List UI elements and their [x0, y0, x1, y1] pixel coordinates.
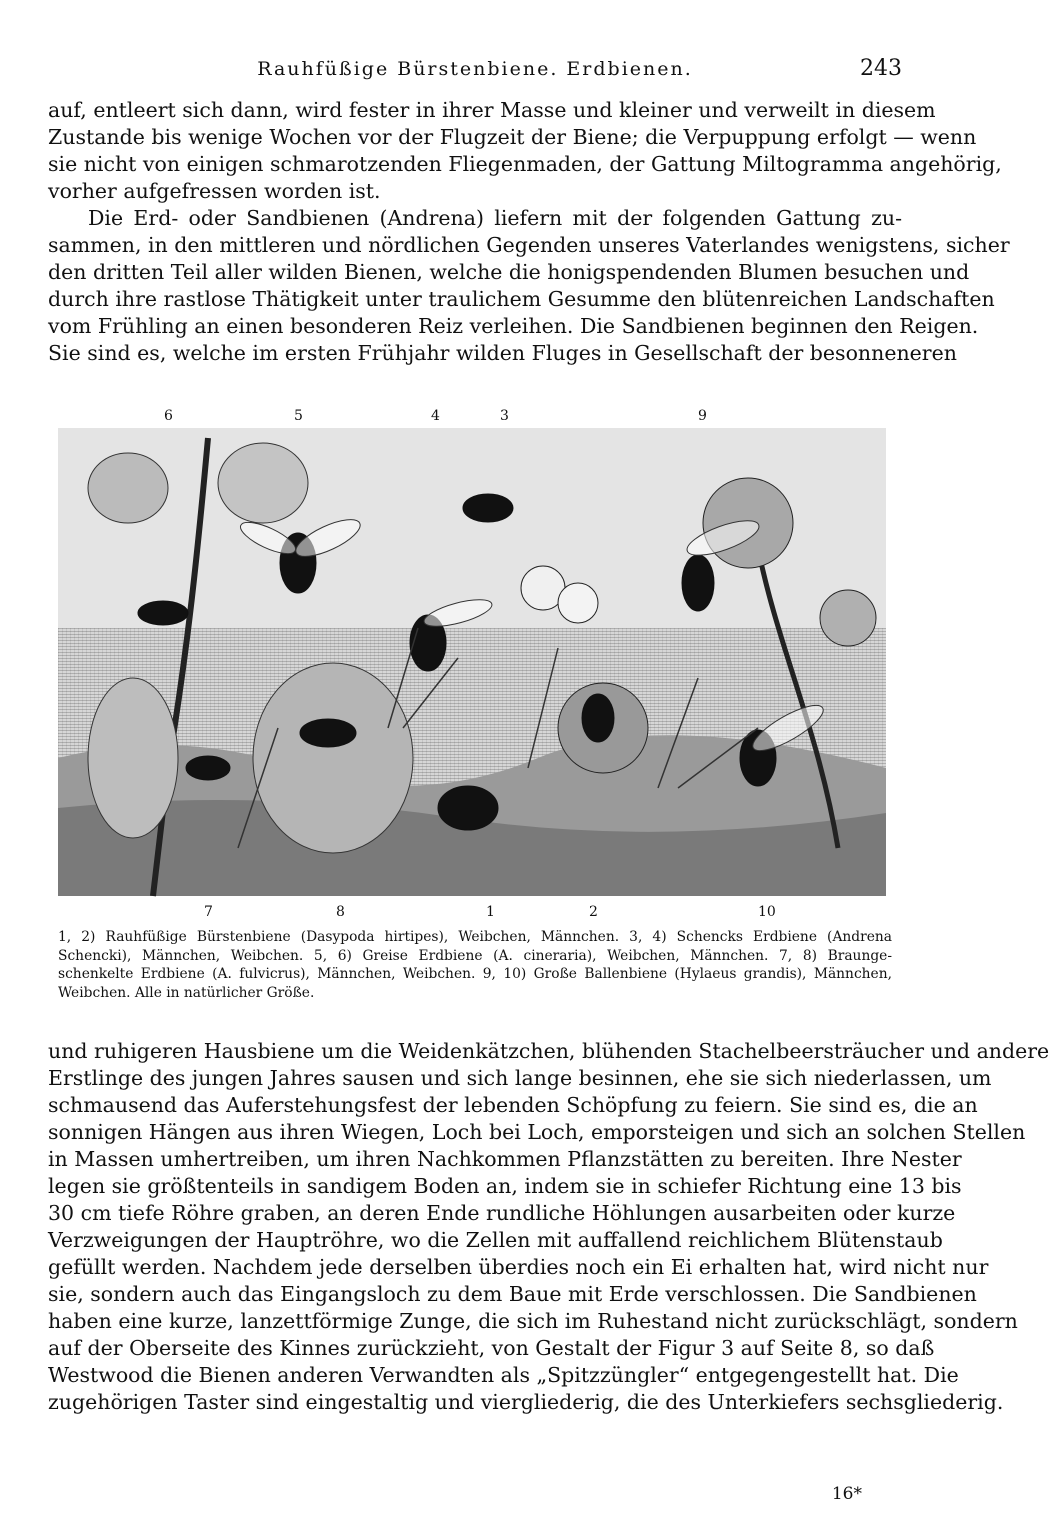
- figure-number: 3: [500, 408, 509, 424]
- text-line: Die Erd- oder Sandbienen (Andrena) liefern mit der folgenden Gattung zu-: [88, 206, 902, 230]
- text-line: in Massen umhertreiben, um ihren Nachkommen Pflanzstätten zu bereiten. Ihre Nester: [48, 1147, 962, 1171]
- text-line: Verzweigungen der Hauptröhre, wo die Zellen mit auffallend reichlichem Blütenstaub: [48, 1228, 943, 1252]
- text-line: auf der Oberseite des Kinnes zurückzieht, von Gestalt der Figur 3 auf Seite 8, so daß: [48, 1336, 935, 1360]
- paragraph-2: [48, 205, 1010, 367]
- text-line: sie nicht von einigen schmarotzenden Fliegenmaden, der Gattung Miltogramma angehörig,: [48, 152, 1002, 176]
- paragraph-3: [48, 1038, 1049, 1416]
- text-line: Zustande bis wenige Wochen vor der Flugzeit der Biene; die Verpuppung erfolgt — wenn: [48, 125, 977, 149]
- text-line: den dritten Teil aller wilden Bienen, welche die honigspendenden Blumen besuchen und: [48, 260, 970, 284]
- figure-number: 4: [431, 408, 440, 424]
- text-line: gefüllt werden. Nachdem jede derselben überdies noch ein Ei erhalten hat, wird nicht nur: [48, 1255, 989, 1279]
- text-line: sammen, in den mittleren und nördlichen Gegenden unseres Vaterlandes wenigstens, sicher: [48, 233, 1010, 257]
- caption-line: Schencki), Männchen, Weibchen. 5, 6) Greise Erdbiene (A. cineraria), Weibchen, Männchen. 7, 8) Braunge-: [58, 947, 892, 964]
- text-line: Erstlinge des jungen Jahres sausen und sich lange besinnen, ehe sie sich niederlassen, um: [48, 1066, 992, 1090]
- text-line: auf, entleert sich dann, wird fester in ihrer Masse und kleiner und verweilt in diesem: [48, 98, 936, 122]
- page-number: 243: [860, 56, 902, 81]
- figure-number: 2: [589, 904, 598, 920]
- figure-number: 6: [164, 408, 173, 424]
- bee-illustration: [58, 428, 886, 896]
- figure-caption: [58, 928, 892, 1002]
- signature-mark: 16*: [831, 1484, 862, 1504]
- running-title: Rauhfüßige Bürstenbiene. Erdbienen.: [257, 58, 693, 80]
- paragraph-1: [48, 97, 1002, 205]
- figure-number: 7: [204, 904, 213, 920]
- figure-number: 10: [758, 904, 776, 920]
- caption-line: schenkelte Erdbiene (A. fulvicrus), Männchen, Weibchen. 9, 10) Große Ballenbiene (Hylaeus grandis), Männchen,: [58, 966, 892, 982]
- text-line: sonnigen Hängen aus ihren Wiegen, Loch bei Loch, emporsteigen und sich an solchen Stellen: [48, 1120, 1026, 1144]
- running-head: [48, 58, 902, 88]
- text-line: sie, sondern auch das Eingangsloch zu dem Baue mit Erde verschlossen. Die Sandbienen: [48, 1282, 977, 1306]
- text-line: durch ihre rastlose Thätigkeit unter traulichem Gesumme den blütenreichen Landschaften: [48, 287, 995, 311]
- caption-line: Weibchen. Alle in natürlicher Größe.: [58, 984, 315, 1001]
- figure-number: 8: [336, 904, 345, 920]
- text-line: vorher aufgefressen worden ist.: [48, 179, 381, 203]
- engraving-drawing: [58, 428, 886, 896]
- text-line: zugehörigen Taster sind eingestaltig und viergliederig, die des Unterkiefers sechsgliederig.: [48, 1390, 1004, 1414]
- text-line: schmausend das Auferstehungsfest der lebenden Schöpfung zu feiern. Sie sind es, die an: [48, 1093, 978, 1117]
- text-line: legen sie größtenteils in sandigem Boden an, indem sie in schiefer Richtung eine 13 bis: [48, 1174, 962, 1198]
- text-line: haben eine kurze, lanzettförmige Zunge, die sich im Ruhestand nicht zurückschlägt, sondern: [48, 1309, 1018, 1333]
- figure-number: 5: [294, 408, 303, 424]
- figure-number: 9: [698, 408, 707, 424]
- text-line: und ruhigeren Hausbiene um die Weidenkätzchen, blühenden Stachelbeersträucher und andere: [48, 1039, 1049, 1063]
- text-line: Sie sind es, welche im ersten Frühjahr wilden Fluges in Gesellschaft der besonneneren: [48, 341, 957, 365]
- text-line: Westwood die Bienen anderen Verwandten als „Spitzzüngler“ entgegengestellt hat. Die: [48, 1363, 959, 1387]
- text-line: 30 cm tiefe Röhre graben, an deren Ende rundliche Höhlungen ausarbeiten oder kurze: [48, 1201, 956, 1225]
- figure-number: 1: [486, 904, 495, 920]
- text-line: vom Frühling an einen besonderen Reiz verleihen. Die Sandbienen beginnen den Reigen.: [48, 314, 979, 338]
- caption-line: 1, 2) Rauhfüßige Bürstenbiene (Dasypoda hirtipes), Weibchen, Männchen. 3, 4) Schencks Erdbiene (Andrena: [58, 929, 892, 945]
